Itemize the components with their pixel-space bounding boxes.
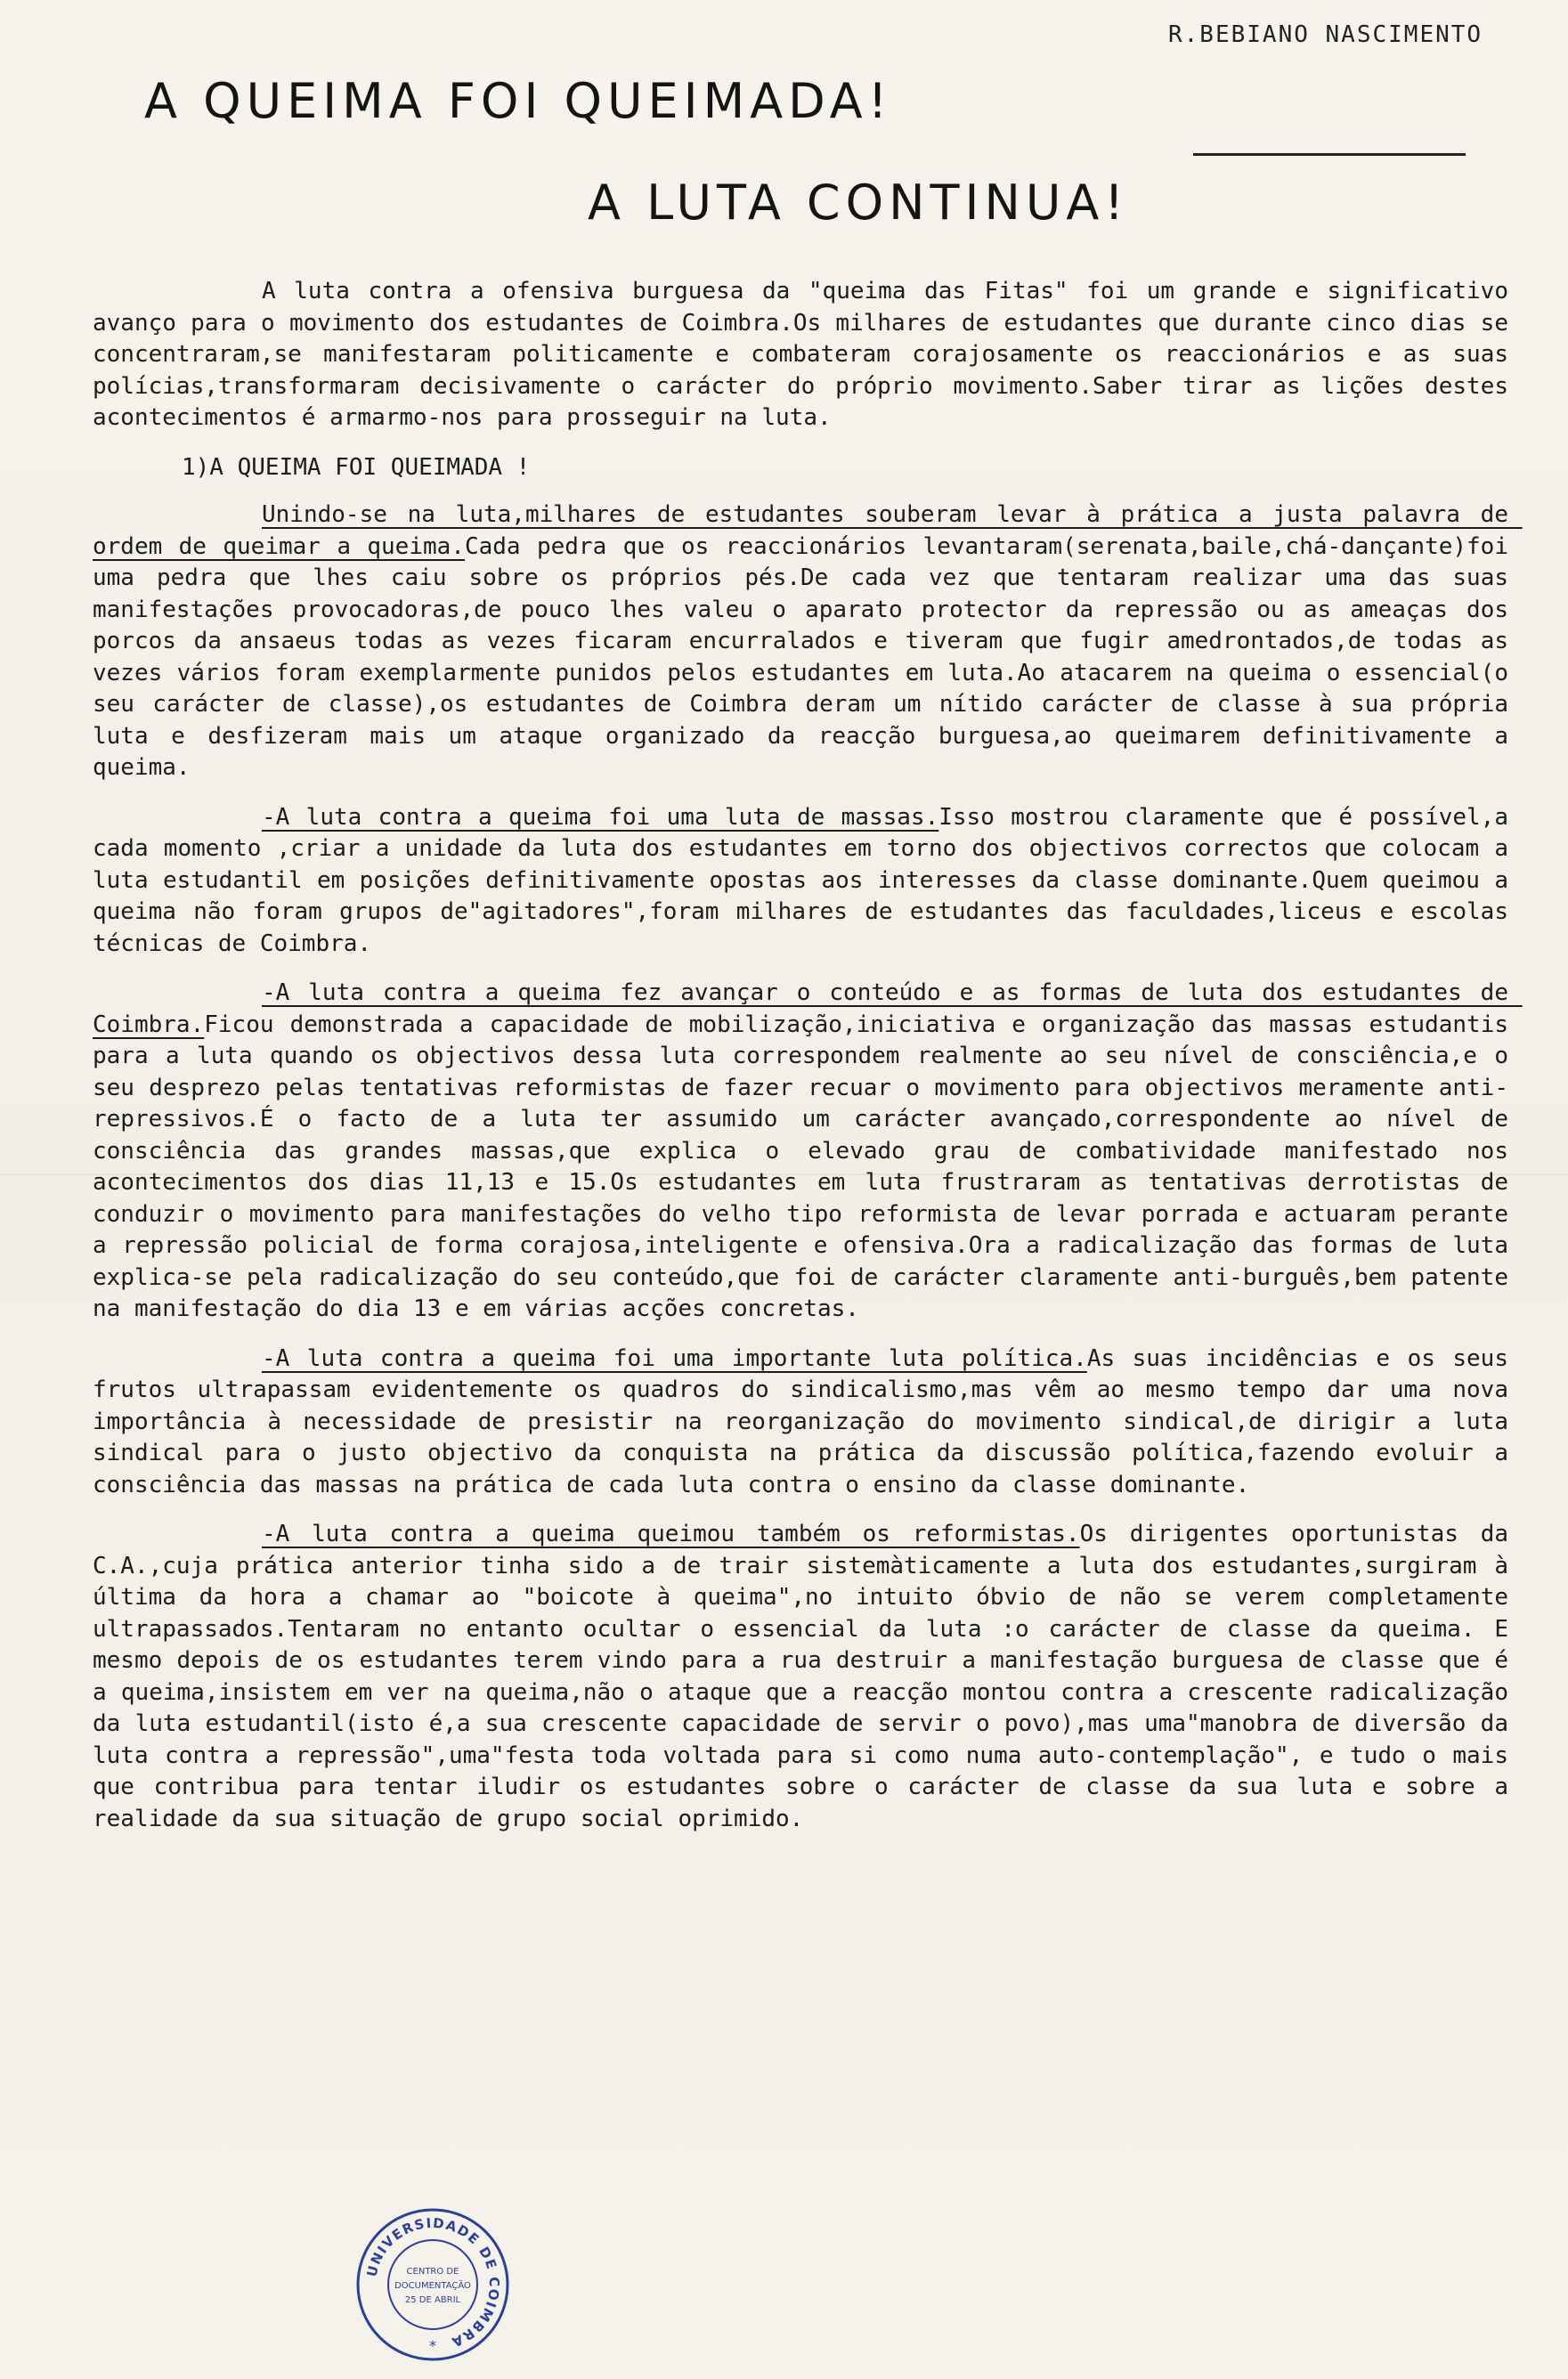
paragraph-5-lead: -A luta contra a queima queimou também os reformistas. [262, 1521, 1080, 1547]
paragraph-3 [93, 978, 1523, 1326]
paragraph-1 [93, 499, 1523, 784]
paragraph-2-text: Isso mostrou claramente que é possível,a cada momento ,criar a unidade da luta dos estudantes em torno dos objectivos correctos que colocam a luta estudantil em posições definitivamente opostas aos interesses da classe dominante.Quem queimou a queima não foram grupos de"agitadores",foram milhares de estudantes das faculdades,liceus e escolas técnicas de Coimbra. [93, 803, 1523, 957]
stamp-line-2: DOCUMENTAÇÃO [394, 2281, 471, 2291]
stamp-ring-text: UNIVERSIDADE DE COIMBRA [363, 2214, 503, 2351]
signature-rule [1193, 153, 1466, 156]
library-stamp [354, 2206, 511, 2363]
section-title: 1)A QUEIMA FOI QUEIMADA ! [182, 453, 531, 481]
archive-label: R.BEBIANO NASCIMENTO [1168, 21, 1483, 48]
paragraph-5-text: Os dirigentes oportunistas da C.A.,cuja prática anterior tinha sido a de trair sistemàticamente a luta dos estudantes,surgiram à última da hora a chamar ao "boicote à queima",no intuito óbvio de não se verem completamente ultrapassados.Tentaram no entanto ocultar o essencial da luta :o carácter de classe da queima. E mesmo depois de os estudantes terem vindo para a rua destruir a manifestação burguesa de classe que é a queima,insistem em ver na queima,não o ataque que a reacção montou contra a crescente radicalização da luta estudantil(isto é,a sua crescente capacidade de servir o povo),mas uma"manobra de diversão da luta contra a repressão",uma"festa toda voltada para si como numa auto-contemplação", e tudo o mais que contribua para tentar iludir os estudantes sobre o carácter de classe da sua luta e sobre a realidade da sua situação de grupo social oprimido. [93, 1521, 1523, 1832]
stamp-line-1: CENTRO DE [406, 2267, 459, 2277]
paragraph-2 [93, 802, 1523, 961]
intro-paragraph: A luta contra a ofensiva burguesa da "queima das Fitas" foi um grande e significativo avanço para o movimento dos estudantes de Coimbra.Os milhares de estudantes que durante cinco dias se concentraram,se manifestaram politicamente e combateram corajosamente os reaccionários e as suas polícias,transformaram decisivamente o carácter do próprio movimento.Saber tirar as lições destes acontecimentos é armarmo-nos para prosseguir na luta. [93, 278, 1523, 431]
paragraph-4-text: As suas incidências e os seus frutos ultrapassam evidentemente os quadros do sindicalismo,mas vêm ao mesmo tempo dar uma nova importância à necessidade de presistir na reorganização do movimento sindical,de dirigir a luta sindical para o justo objectivo da conquista na prática da discussão política,fazendo evoluir a consciência das massas na prática de cada luta contra o ensino da classe dominante. [93, 1344, 1523, 1498]
paragraph-4-lead: -A luta contra a queima foi uma importante luta política. [262, 1344, 1087, 1372]
paragraph-1-text: Cada pedra que os reaccionários levantaram(serenata,baile,chá-dançante)foi uma pedra que lhes caiu sobre os próprios pés.De cada vez que tentaram realizar uma das suas manifestações provocadoras,de pouco lhes valeu o aparato protector da repressão ou as ameaças dos porcos da ansaeus todas as vezes ficaram encurralados e tiveram que fugir amedrontados,de todas as vezes vários foram exemplarmente punidos pelos estudantes em luta.Ao atacarem na queima o essencial(o seu carácter de classe),os estudantes de Coimbra deram um nítido carácter de classe à sua própria luta e desfizeram mais um ataque organizado da reacção burguesa,ao queimarem definitivamente a queima. [93, 532, 1523, 781]
paragraph-3-text: Ficou demonstrada a capacidade de mobilização,iniciativa e organização das massas estudantis para a luta quando os objectivos dessa luta correspondem realmente ao seu nível de consciência,e o seu desprezo pelas tentativas reformistas de fazer recuar o movimento para objectivos meramente anti-repressivos.É o facto de a luta ter assumido um carácter avançado,correspondente ao nível de consciência das grandes massas,que explica o elevado grau de combatividade manifestado nos acontecimentos dos dias 11,13 e 15.Os estudantes em luta frustraram as tentativas derrotistas de conduzir o movimento para manifestações do velho tipo reformista de levar porrada e actuaram perante a repressão policial de forma corajosa,inteligente e ofensiva.Ora a radicalização das formas de luta explica-se pela radicalização do seu conteúdo,que foi de carácter claramente anti-burguês,bem patente na manifestação do dia 13 e em várias acções concretas. [93, 1011, 1523, 1322]
headline-primary: A QUEIMA FOI QUEIMADA! [144, 73, 893, 129]
paragraph-3-lead: -A luta contra a queima fez avançar o conteúdo e as formas de luta dos estudantes de Coimbra. [93, 979, 1523, 1038]
stamp-line-3: 25 DE ABRIL [404, 2295, 461, 2305]
paragraph-1-lead: Unindo-se na luta,milhares de estudantes souberam levar à prática a justa palavra de ordem de queimar a queima. [93, 501, 1523, 560]
stamp-star: * [429, 2337, 436, 2354]
document-body [93, 276, 1523, 1853]
paragraph-2-lead: -A luta contra a queima foi uma luta de massas. [262, 803, 939, 831]
paragraph-4 [93, 1344, 1523, 1502]
headline-secondary: A LUTA CONTINUA! [588, 175, 1129, 231]
paragraph-5 [93, 1519, 1523, 1835]
